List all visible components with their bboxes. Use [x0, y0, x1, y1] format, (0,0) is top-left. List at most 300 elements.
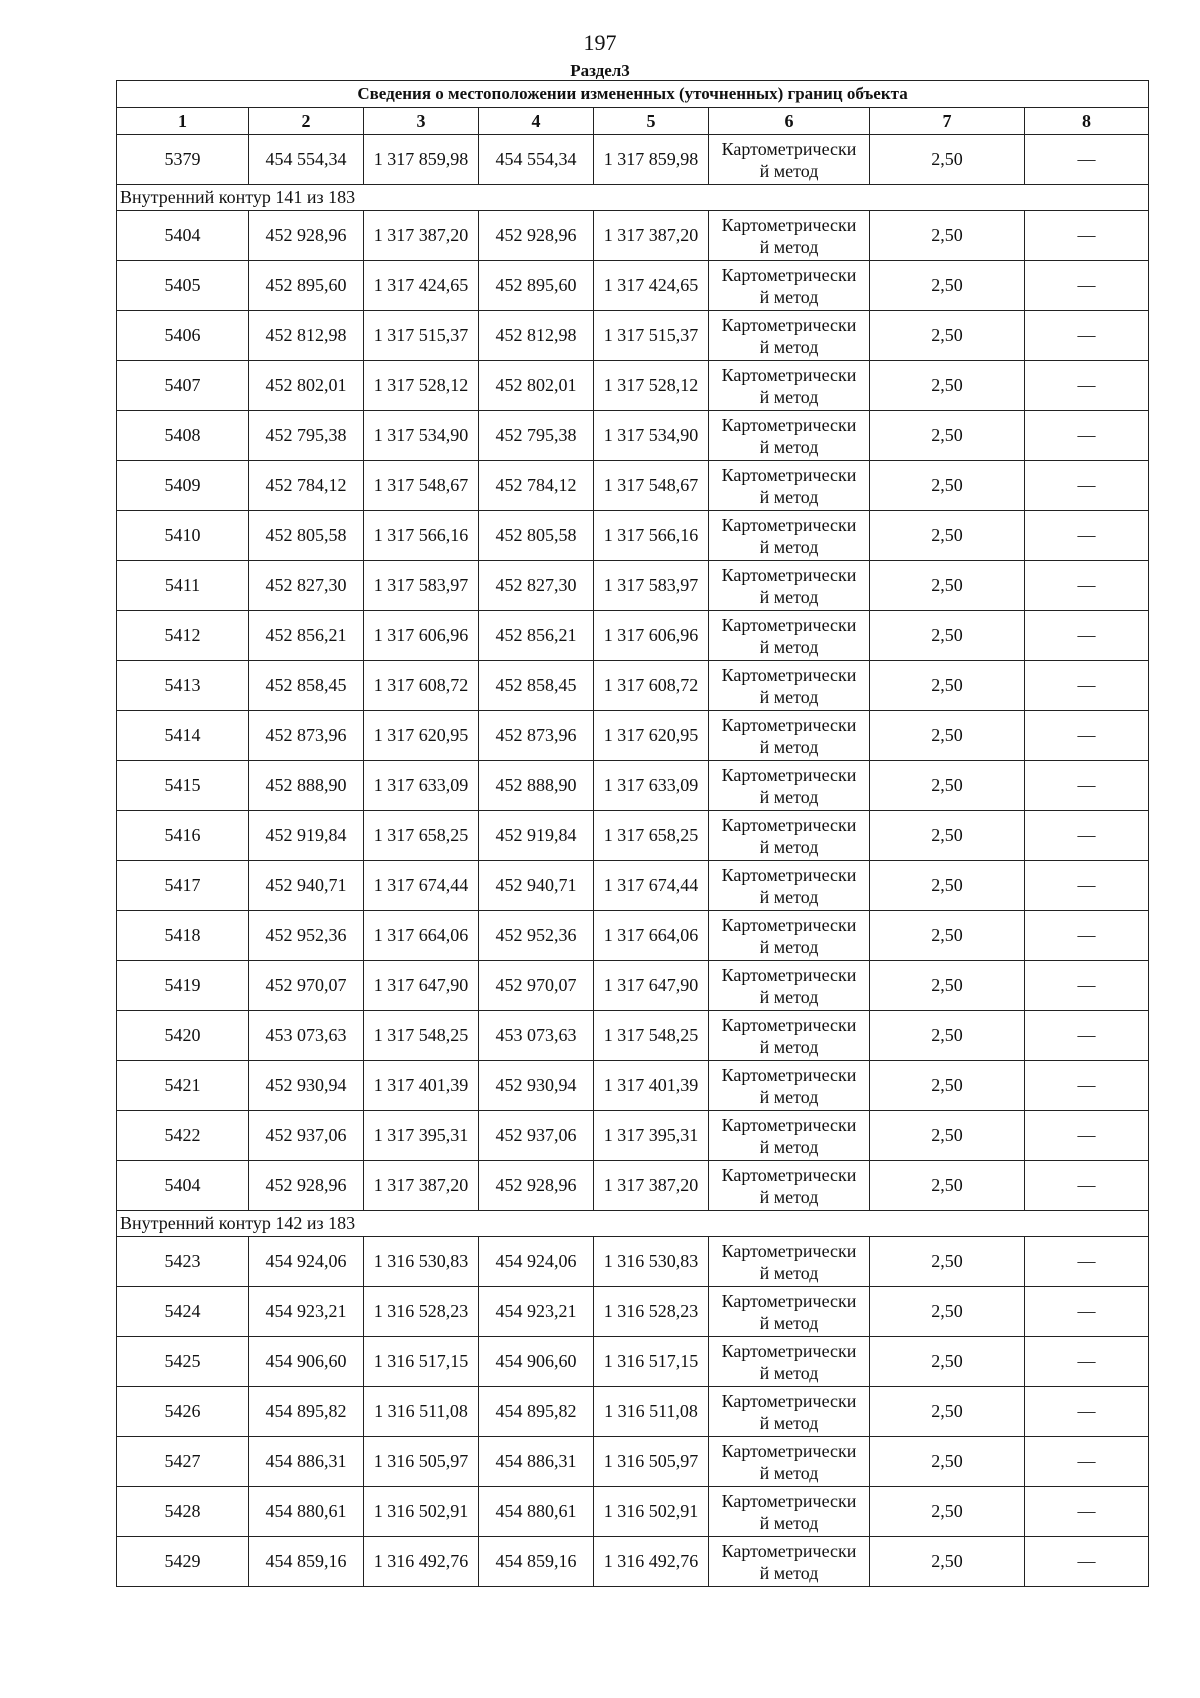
y-old-cell: 1 317 647,90	[364, 961, 479, 1011]
description-cell: —	[1025, 561, 1149, 611]
method-cell	[709, 1387, 870, 1437]
description-cell: —	[1025, 761, 1149, 811]
description-cell: —	[1025, 1437, 1149, 1487]
y-old-cell: 1 317 534,90	[364, 411, 479, 461]
x-old-cell: 452 873,96	[249, 711, 364, 761]
precision-cell: 2,50	[870, 811, 1025, 861]
method-cell	[709, 411, 870, 461]
point-number-cell: 5422	[117, 1111, 249, 1161]
y-new-cell: 1 317 515,37	[594, 311, 709, 361]
point-number-cell: 5379	[117, 135, 249, 185]
y-new-cell: 1 316 492,76	[594, 1537, 709, 1587]
method-cell	[709, 561, 870, 611]
x-old-cell: 452 888,90	[249, 761, 364, 811]
precision-cell: 2,50	[870, 1337, 1025, 1387]
y-new-cell: 1 317 674,44	[594, 861, 709, 911]
description-cell: —	[1025, 511, 1149, 561]
y-old-cell: 1 317 633,09	[364, 761, 479, 811]
method-line-1: Картометрически	[721, 614, 857, 635]
x-new-cell: 452 928,96	[479, 211, 594, 261]
y-new-cell: 1 317 534,90	[594, 411, 709, 461]
table-row	[117, 361, 1149, 411]
table-row	[117, 611, 1149, 661]
y-old-cell: 1 317 528,12	[364, 361, 479, 411]
method-cell	[709, 711, 870, 761]
description-cell: —	[1025, 711, 1149, 761]
point-number-cell: 5426	[117, 1387, 249, 1437]
x-new-cell: 454 859,16	[479, 1537, 594, 1587]
description-cell: —	[1025, 611, 1149, 661]
x-new-cell: 452 930,94	[479, 1061, 594, 1111]
point-number-cell: 5414	[117, 711, 249, 761]
y-new-cell: 1 317 401,39	[594, 1061, 709, 1111]
x-old-cell: 454 906,60	[249, 1337, 364, 1387]
precision-cell: 2,50	[870, 711, 1025, 761]
x-old-cell: 454 554,34	[249, 135, 364, 185]
table-row	[117, 1161, 1149, 1211]
table-row	[117, 461, 1149, 511]
precision-cell: 2,50	[870, 961, 1025, 1011]
point-number-cell: 5421	[117, 1061, 249, 1111]
x-new-cell: 452 827,30	[479, 561, 594, 611]
description-cell: —	[1025, 1487, 1149, 1537]
method-line-1: Картометрически	[721, 1064, 857, 1085]
method-line-2: й метод	[759, 386, 819, 407]
precision-cell: 2,50	[870, 1487, 1025, 1537]
y-new-cell: 1 317 606,96	[594, 611, 709, 661]
method-cell	[709, 1011, 870, 1061]
method-line-2: й метод	[759, 1512, 819, 1533]
precision-cell: 2,50	[870, 1287, 1025, 1337]
y-new-cell: 1 316 517,15	[594, 1337, 709, 1387]
column-header-8: 8	[1025, 108, 1149, 135]
point-number-cell: 5404	[117, 211, 249, 261]
precision-cell: 2,50	[870, 611, 1025, 661]
description-cell: —	[1025, 1237, 1149, 1287]
point-number-cell: 5427	[117, 1437, 249, 1487]
method-line-2: й метод	[759, 1312, 819, 1333]
precision-cell: 2,50	[870, 261, 1025, 311]
x-new-cell: 454 880,61	[479, 1487, 594, 1537]
precision-cell: 2,50	[870, 1061, 1025, 1111]
x-new-cell: 454 554,34	[479, 135, 594, 185]
description-cell: —	[1025, 311, 1149, 361]
method-line-1: Картометрически	[721, 1390, 857, 1411]
precision-cell: 2,50	[870, 135, 1025, 185]
table-row	[117, 311, 1149, 361]
method-line-2: й метод	[759, 1086, 819, 1107]
y-old-cell: 1 316 502,91	[364, 1487, 479, 1537]
method-line-1: Картометрически	[721, 1114, 857, 1135]
method-line-2: й метод	[759, 236, 819, 257]
point-number-cell: 5406	[117, 311, 249, 361]
description-cell: —	[1025, 961, 1149, 1011]
x-new-cell: 452 888,90	[479, 761, 594, 811]
description-cell: —	[1025, 1161, 1149, 1211]
method-cell	[709, 1437, 870, 1487]
x-old-cell: 452 895,60	[249, 261, 364, 311]
y-old-cell: 1 317 664,06	[364, 911, 479, 961]
precision-cell: 2,50	[870, 411, 1025, 461]
method-line-1: Картометрически	[721, 814, 857, 835]
y-old-cell: 1 317 606,96	[364, 611, 479, 661]
description-cell: —	[1025, 1287, 1149, 1337]
y-old-cell: 1 317 548,25	[364, 1011, 479, 1061]
y-new-cell: 1 316 528,23	[594, 1287, 709, 1337]
description-cell: —	[1025, 461, 1149, 511]
table-row	[117, 711, 1149, 761]
point-number-cell: 5409	[117, 461, 249, 511]
x-new-cell: 452 856,21	[479, 611, 594, 661]
table-row	[117, 661, 1149, 711]
precision-cell: 2,50	[870, 461, 1025, 511]
precision-cell: 2,50	[870, 761, 1025, 811]
precision-cell: 2,50	[870, 361, 1025, 411]
precision-cell: 2,50	[870, 911, 1025, 961]
method-cell	[709, 211, 870, 261]
x-old-cell: 452 802,01	[249, 361, 364, 411]
y-new-cell: 1 317 664,06	[594, 911, 709, 961]
method-line-2: й метод	[759, 1462, 819, 1483]
table-row	[117, 561, 1149, 611]
y-new-cell: 1 317 633,09	[594, 761, 709, 811]
method-cell	[709, 1061, 870, 1111]
description-cell: —	[1025, 861, 1149, 911]
method-line-1: Картометрически	[721, 414, 857, 435]
table-row	[117, 1437, 1149, 1487]
method-line-1: Картометрически	[721, 1340, 857, 1361]
table-row	[117, 1011, 1149, 1061]
method-cell	[709, 261, 870, 311]
method-cell	[709, 661, 870, 711]
x-old-cell: 452 930,94	[249, 1061, 364, 1111]
point-number-cell: 5428	[117, 1487, 249, 1537]
x-old-cell: 452 805,58	[249, 511, 364, 561]
table-caption: Сведения о местоположении измененных (уточненных) границ объекта	[117, 81, 1149, 108]
x-old-cell: 452 940,71	[249, 861, 364, 911]
method-line-2: й метод	[759, 736, 819, 757]
method-line-1: Картометрически	[721, 1290, 857, 1311]
column-header-1: 1	[117, 108, 249, 135]
x-new-cell: 452 805,58	[479, 511, 594, 561]
y-old-cell: 1 317 859,98	[364, 135, 479, 185]
y-old-cell: 1 316 511,08	[364, 1387, 479, 1437]
description-cell: —	[1025, 261, 1149, 311]
precision-cell: 2,50	[870, 1387, 1025, 1437]
method-cell	[709, 811, 870, 861]
point-number-cell: 5411	[117, 561, 249, 611]
method-line-2: й метод	[759, 936, 819, 957]
section-title: Раздел3	[570, 61, 630, 80]
y-new-cell: 1 317 395,31	[594, 1111, 709, 1161]
method-line-1: Картометрически	[721, 514, 857, 535]
description-cell: —	[1025, 1011, 1149, 1061]
column-header-7: 7	[870, 108, 1025, 135]
y-new-cell: 1 317 566,16	[594, 511, 709, 561]
x-new-cell: 452 940,71	[479, 861, 594, 911]
point-number-cell: 5420	[117, 1011, 249, 1061]
y-old-cell: 1 317 548,67	[364, 461, 479, 511]
coordinates-table	[116, 80, 1149, 1587]
method-line-1: Картометрически	[721, 1540, 857, 1561]
x-old-cell: 454 859,16	[249, 1537, 364, 1587]
point-number-cell: 5407	[117, 361, 249, 411]
method-line-2: й метод	[759, 686, 819, 707]
precision-cell: 2,50	[870, 1111, 1025, 1161]
method-line-2: й метод	[759, 986, 819, 1007]
x-new-cell: 452 919,84	[479, 811, 594, 861]
method-line-1: Картометрически	[721, 214, 857, 235]
description-cell: —	[1025, 1387, 1149, 1437]
method-line-1: Картометрически	[721, 364, 857, 385]
precision-cell: 2,50	[870, 661, 1025, 711]
table-row	[117, 811, 1149, 861]
table-row	[117, 261, 1149, 311]
table-row	[117, 135, 1149, 185]
x-old-cell: 454 924,06	[249, 1237, 364, 1287]
method-cell	[709, 461, 870, 511]
column-header-5: 5	[594, 108, 709, 135]
method-line-2: й метод	[759, 636, 819, 657]
column-header-6: 6	[709, 108, 870, 135]
point-number-cell: 5425	[117, 1337, 249, 1387]
x-new-cell: 452 937,06	[479, 1111, 594, 1161]
y-new-cell: 1 316 502,91	[594, 1487, 709, 1537]
x-old-cell: 452 952,36	[249, 911, 364, 961]
method-line-1: Картометрически	[721, 138, 857, 159]
method-cell	[709, 1111, 870, 1161]
y-new-cell: 1 317 387,20	[594, 211, 709, 261]
method-cell	[709, 1287, 870, 1337]
precision-cell: 2,50	[870, 861, 1025, 911]
method-cell	[709, 1337, 870, 1387]
precision-cell: 2,50	[870, 1537, 1025, 1587]
method-line-1: Картометрически	[721, 264, 857, 285]
y-old-cell: 1 317 674,44	[364, 861, 479, 911]
description-cell: —	[1025, 211, 1149, 261]
x-new-cell: 454 886,31	[479, 1437, 594, 1487]
point-number-cell: 5424	[117, 1287, 249, 1337]
y-new-cell: 1 317 528,12	[594, 361, 709, 411]
method-line-2: й метод	[759, 1136, 819, 1157]
y-old-cell: 1 317 515,37	[364, 311, 479, 361]
table-row	[117, 511, 1149, 561]
table-row	[117, 861, 1149, 911]
y-old-cell: 1 317 401,39	[364, 1061, 479, 1111]
table-row	[117, 1487, 1149, 1537]
method-line-1: Картометрически	[721, 564, 857, 585]
x-old-cell: 452 795,38	[249, 411, 364, 461]
precision-cell: 2,50	[870, 1237, 1025, 1287]
method-cell	[709, 611, 870, 661]
x-new-cell: 454 924,06	[479, 1237, 594, 1287]
description-cell: —	[1025, 135, 1149, 185]
method-line-1: Картометрически	[721, 1164, 857, 1185]
precision-cell: 2,50	[870, 1011, 1025, 1061]
method-line-1: Картометрически	[721, 1240, 857, 1261]
point-number-cell: 5405	[117, 261, 249, 311]
method-cell	[709, 861, 870, 911]
y-new-cell: 1 317 548,67	[594, 461, 709, 511]
column-header-2: 2	[249, 108, 364, 135]
y-new-cell: 1 317 859,98	[594, 135, 709, 185]
y-new-cell: 1 317 548,25	[594, 1011, 709, 1061]
description-cell: —	[1025, 1111, 1149, 1161]
x-new-cell: 453 073,63	[479, 1011, 594, 1061]
method-line-2: й метод	[759, 286, 819, 307]
method-line-2: й метод	[759, 1186, 819, 1207]
point-number-cell: 5415	[117, 761, 249, 811]
x-old-cell: 452 858,45	[249, 661, 364, 711]
y-old-cell: 1 317 395,31	[364, 1111, 479, 1161]
table-row	[117, 1061, 1149, 1111]
method-line-2: й метод	[759, 1362, 819, 1383]
description-cell: —	[1025, 1337, 1149, 1387]
point-number-cell: 5419	[117, 961, 249, 1011]
x-new-cell: 452 895,60	[479, 261, 594, 311]
method-line-2: й метод	[759, 486, 819, 507]
y-old-cell: 1 317 387,20	[364, 211, 479, 261]
method-line-1: Картометрически	[721, 1440, 857, 1461]
precision-cell: 2,50	[870, 311, 1025, 361]
x-old-cell: 454 880,61	[249, 1487, 364, 1537]
x-old-cell: 452 856,21	[249, 611, 364, 661]
description-cell: —	[1025, 411, 1149, 461]
method-line-1: Картометрически	[721, 914, 857, 935]
point-number-cell: 5412	[117, 611, 249, 661]
column-header-row	[117, 108, 1149, 135]
point-number-cell: 5404	[117, 1161, 249, 1211]
x-old-cell: 452 784,12	[249, 461, 364, 511]
point-number-cell: 5429	[117, 1537, 249, 1587]
method-line-2: й метод	[759, 586, 819, 607]
y-old-cell: 1 317 620,95	[364, 711, 479, 761]
method-cell	[709, 361, 870, 411]
contour-label: Внутренний контур 141 из 183	[117, 185, 1149, 211]
y-old-cell: 1 316 492,76	[364, 1537, 479, 1587]
x-old-cell: 452 919,84	[249, 811, 364, 861]
precision-cell: 2,50	[870, 561, 1025, 611]
x-new-cell: 454 923,21	[479, 1287, 594, 1337]
contour-label: Внутренний контур 142 из 183	[117, 1211, 1149, 1237]
description-cell: —	[1025, 361, 1149, 411]
description-cell: —	[1025, 911, 1149, 961]
method-line-2: й метод	[759, 536, 819, 557]
y-old-cell: 1 317 608,72	[364, 661, 479, 711]
method-cell	[709, 761, 870, 811]
y-new-cell: 1 316 505,97	[594, 1437, 709, 1487]
method-line-1: Картометрически	[721, 1014, 857, 1035]
y-old-cell: 1 317 387,20	[364, 1161, 479, 1211]
column-header-3: 3	[364, 108, 479, 135]
method-line-2: й метод	[759, 160, 819, 181]
x-old-cell: 454 923,21	[249, 1287, 364, 1337]
method-cell	[709, 311, 870, 361]
y-new-cell: 1 317 608,72	[594, 661, 709, 711]
method-cell	[709, 961, 870, 1011]
description-cell: —	[1025, 661, 1149, 711]
contour-row	[117, 185, 1149, 211]
x-old-cell: 452 827,30	[249, 561, 364, 611]
precision-cell: 2,50	[870, 511, 1025, 561]
method-cell	[709, 1487, 870, 1537]
table-row	[117, 961, 1149, 1011]
x-old-cell: 454 895,82	[249, 1387, 364, 1437]
y-old-cell: 1 317 583,97	[364, 561, 479, 611]
precision-cell: 2,50	[870, 1437, 1025, 1487]
table-row	[117, 911, 1149, 961]
x-old-cell: 452 928,96	[249, 211, 364, 261]
method-line-2: й метод	[759, 836, 819, 857]
description-cell: —	[1025, 1061, 1149, 1111]
y-new-cell: 1 317 387,20	[594, 1161, 709, 1211]
method-line-2: й метод	[759, 786, 819, 807]
method-line-1: Картометрически	[721, 864, 857, 885]
y-old-cell: 1 316 530,83	[364, 1237, 479, 1287]
y-new-cell: 1 317 658,25	[594, 811, 709, 861]
y-old-cell: 1 317 424,65	[364, 261, 479, 311]
precision-cell: 2,50	[870, 211, 1025, 261]
method-line-2: й метод	[759, 436, 819, 457]
method-cell	[709, 1237, 870, 1287]
x-new-cell: 454 895,82	[479, 1387, 594, 1437]
y-new-cell: 1 317 583,97	[594, 561, 709, 611]
table-row	[117, 1387, 1149, 1437]
method-line-1: Картометрически	[721, 1490, 857, 1511]
contour-row	[117, 1211, 1149, 1237]
method-line-1: Картометрически	[721, 764, 857, 785]
x-new-cell: 452 784,12	[479, 461, 594, 511]
x-new-cell: 452 802,01	[479, 361, 594, 411]
x-new-cell: 452 928,96	[479, 1161, 594, 1211]
x-new-cell: 452 858,45	[479, 661, 594, 711]
x-new-cell: 452 873,96	[479, 711, 594, 761]
method-cell	[709, 911, 870, 961]
method-line-1: Картометрически	[721, 714, 857, 735]
method-cell	[709, 1161, 870, 1211]
table-row	[117, 1537, 1149, 1587]
method-line-2: й метод	[759, 1036, 819, 1057]
table-body	[117, 135, 1149, 1587]
x-new-cell: 454 906,60	[479, 1337, 594, 1387]
method-cell	[709, 135, 870, 185]
y-old-cell: 1 316 528,23	[364, 1287, 479, 1337]
point-number-cell: 5423	[117, 1237, 249, 1287]
x-new-cell: 452 952,36	[479, 911, 594, 961]
precision-cell: 2,50	[870, 1161, 1025, 1211]
y-new-cell: 1 316 511,08	[594, 1387, 709, 1437]
method-line-1: Картометрически	[721, 664, 857, 685]
point-number-cell: 5418	[117, 911, 249, 961]
x-old-cell: 452 970,07	[249, 961, 364, 1011]
x-old-cell: 454 886,31	[249, 1437, 364, 1487]
method-line-2: й метод	[759, 336, 819, 357]
method-line-2: й метод	[759, 886, 819, 907]
table-row	[117, 1111, 1149, 1161]
point-number-cell: 5413	[117, 661, 249, 711]
x-new-cell: 452 812,98	[479, 311, 594, 361]
y-new-cell: 1 317 424,65	[594, 261, 709, 311]
x-old-cell: 452 937,06	[249, 1111, 364, 1161]
point-number-cell: 5417	[117, 861, 249, 911]
method-cell	[709, 1537, 870, 1587]
x-old-cell: 453 073,63	[249, 1011, 364, 1061]
y-new-cell: 1 317 620,95	[594, 711, 709, 761]
x-old-cell: 452 812,98	[249, 311, 364, 361]
y-old-cell: 1 317 658,25	[364, 811, 479, 861]
page-number: 197	[583, 30, 617, 55]
method-line-1: Картометрически	[721, 314, 857, 335]
